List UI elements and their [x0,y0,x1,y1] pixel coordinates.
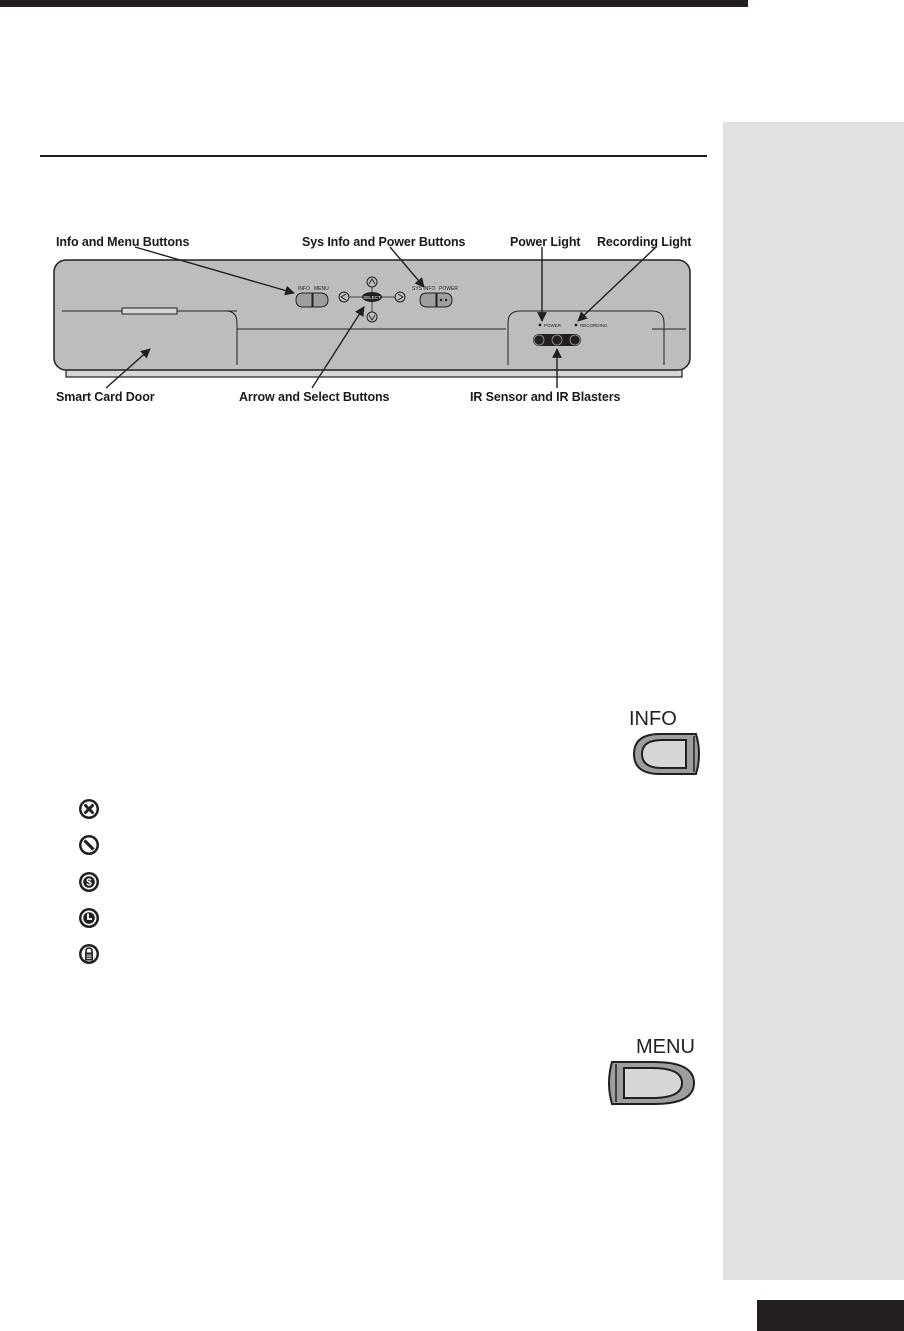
panel-label-recording-led: RECORDING [580,323,608,328]
callout-arrow-select: Arrow and Select Buttons [239,390,390,404]
panel-label-info: INFO [298,286,310,292]
panel-label-sys-info: SYS INFO [412,286,436,292]
page-number-tab [757,1300,904,1331]
panel-drawing [40,225,710,415]
svg-text:$: $ [86,877,92,889]
sidebar-band [723,122,904,1280]
receiver-front-panel-diagram [40,225,710,415]
menu-button-illustration [604,1058,698,1108]
callout-sysinfo-power: Sys Info and Power Buttons [302,235,466,249]
info-button-illustration [624,730,704,778]
panel-label-power-led: POWER [544,323,562,328]
callout-power-light: Power Light [510,235,581,249]
panel-label-select: SELECT [363,294,381,300]
callout-ir-sensor: IR Sensor and IR Blasters [470,390,621,404]
menu-button-caption: MENU [636,1036,695,1058]
no-entry-icon [78,834,100,856]
dollar-icon [78,871,100,893]
top-bar [0,0,748,7]
clock-icon [78,907,100,929]
section-rule [40,155,707,157]
panel-label-power: POWER [439,286,458,292]
x-circle-icon [78,798,100,820]
callout-smart-card-door: Smart Card Door [56,390,155,404]
lock-icon [78,943,100,965]
callout-info-menu: Info and Menu Buttons [56,235,190,249]
info-button-caption: INFO [629,708,677,730]
panel-label-menu: MENU [314,286,329,292]
callout-recording-light: Recording Light [597,235,692,249]
